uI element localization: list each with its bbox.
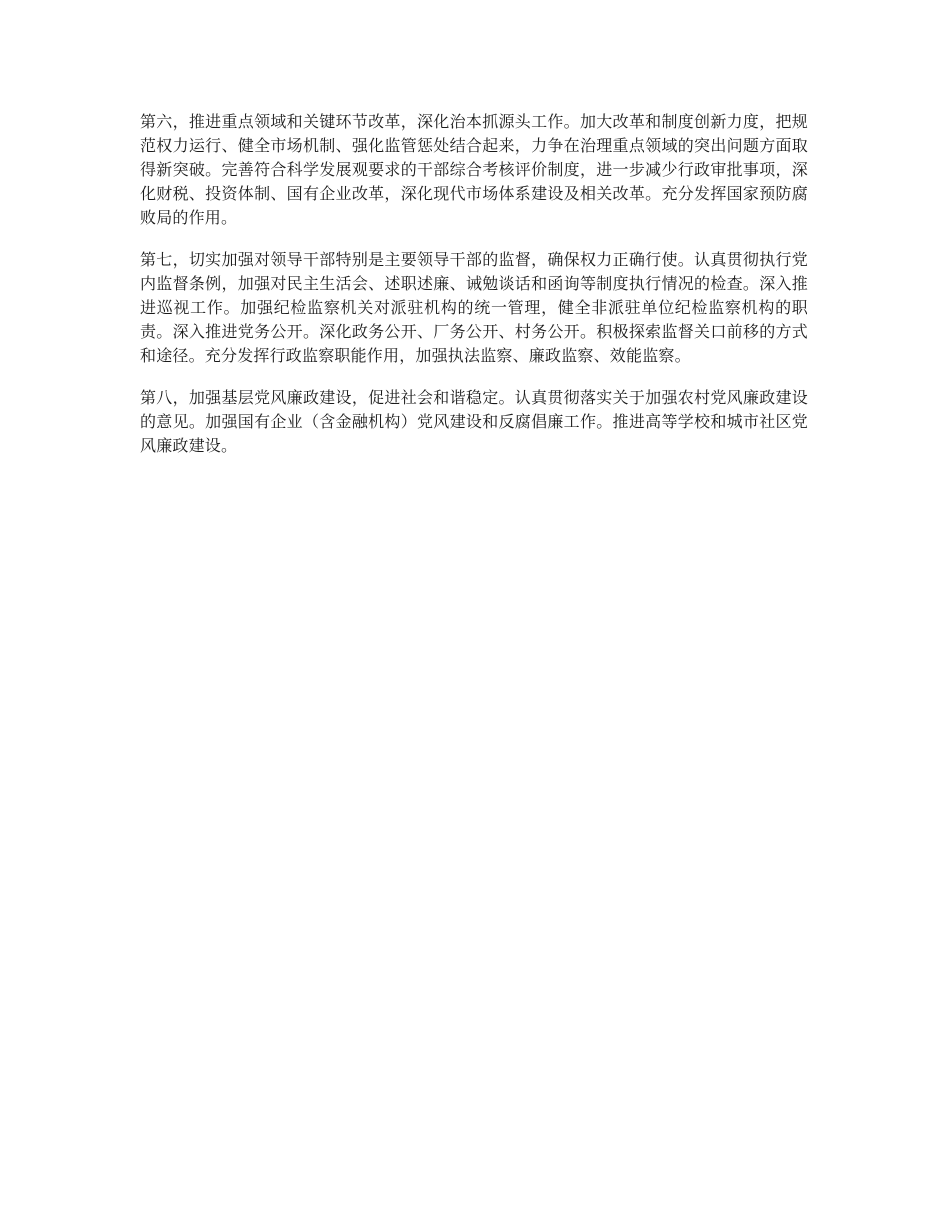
document-body [140,110,808,476]
paragraph-8: 第八，加强基层党风廉政建设，促进社会和谐稳定。认真贯彻落实关于加强农村党风廉政建设的意见。加强国有企业（含金融机构）党风建设和反腐倡廉工作。推进高等学校和城市社区党风廉政建设。 [140,388,808,455]
paragraph-7: 第七，切实加强对领导干部特别是主要领导干部的监督，确保权力正确行使。认真贯彻执行党内监督条例，加强对民主生活会、述职述廉、诫勉谈话和函询等制度执行情况的检查。深入推进巡视工作。加强纪检监察机关对派驻机构的统一管理，健全非派驻单位纪检监察机构的职责。深入推进党务公开。深化政务公开、厂务公开、村务公开。积极探索监督关口前移的方式和途径。充分发挥行政监察职能作用，加强执法监察、廉政监察、效能监察。 [140,250,808,365]
paragraph-6: 第六，推进重点领域和关键环节改革，深化治本抓源头工作。加大改革和制度创新力度，把规范权力运行、健全市场机制、强化监管惩处结合起来，力争在治理重点领域的突出问题方面取得新突破。完善符合科学发展观要求的干部综合考核评价制度，进一步减少行政审批事项，深化财税、投资体制、国有企业改革，深化现代市场体系建设及相关改革。充分发挥国家预防腐败局的作用。 [140,112,808,227]
